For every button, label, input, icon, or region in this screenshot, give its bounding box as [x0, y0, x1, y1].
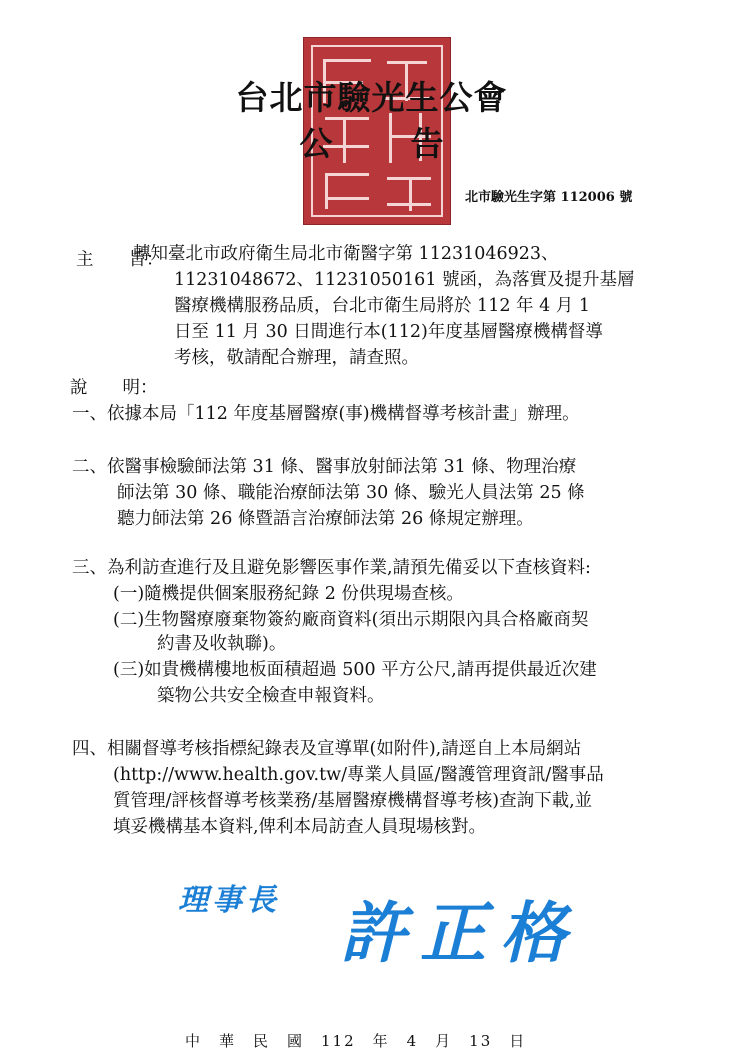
item-2: 二、依醫事檢驗師法第 31 條、醫事放射師法第 31 條、物理治療: [72, 457, 577, 477]
item-2-line: 聽力師法第 26 條暨語言治療師法第 26 條規定辦理。: [117, 509, 534, 529]
subject-line: 醫療機構服務品质，台北市衛生局將於 112 年 4 月 1: [174, 296, 590, 316]
item-4-line: (http://www.health.gov.tw/專業人員區/醫護管理資訊/醫事品: [113, 765, 604, 785]
item-4-line: 填妥機構基本資料,俾利本局訪查人員現場核對。: [113, 817, 487, 837]
subject-line: 11231048672、11231050161 號函，為落實及提升基層: [174, 270, 635, 290]
item-2-line: 師法第 30 條、職能治療師法第 30 條、驗光人員法第 25 條: [117, 483, 585, 503]
subject-line: 日至 11 月 30 日間進行本(112)年度基層醫療機構督導: [174, 322, 603, 342]
item-3: 三、為利訪查進行及且避免影響医事作業,請預先備妥以下查核資料:: [72, 558, 591, 578]
document-date: 中 華 民 國 112 年 4 月 13 日: [185, 1032, 527, 1050]
document-number: 北市驗光生字第 112006 號: [465, 190, 633, 205]
organization-title: 台北市驗光生公會: [235, 78, 508, 117]
item-1: 一、依據本局「112 年度基層醫療(事)機構督導考核計畫」辦理。: [72, 404, 580, 424]
item-3-sub-2: (二)生物醫療廢棄物簽約廠商資料(須出示期限內具合格廠商契: [113, 610, 589, 630]
item-3-sub-2-cont: 約書及收執聯)。: [157, 634, 287, 654]
explanation-label: 說 明：: [70, 378, 158, 398]
item-3-sub-1: (一)隨機提供個案服務紀錄 2 份供現場查核。: [113, 584, 464, 604]
signature-name: 許正格: [340, 894, 580, 972]
subject-text: [133, 242, 635, 372]
item-4-line: 質管理/評核督導考核業務/基層醫療機構督導考核)查詢下載,並: [113, 791, 593, 811]
notice-heading: 公告: [299, 124, 522, 163]
subject-line: 考核，敬請配合辦理，請查照。: [174, 348, 419, 368]
signature-title: 理事長: [178, 883, 280, 918]
item-4: 四、相關督導考核指標紀錄表及宣導單(如附件),請逕自上本局網站: [72, 739, 582, 759]
item-3-sub-3-cont: 築物公共安全檢查申報資料。: [157, 686, 385, 706]
subject-label: 主 旨：: [76, 250, 164, 270]
subject-line: 轉知臺北市政府衛生局北市衛醫字第 11231046923、: [133, 244, 559, 264]
item-3-sub-3: (三)如貴機構樓地板面積超過 500 平方公尺,請再提供最近次建: [113, 660, 597, 680]
